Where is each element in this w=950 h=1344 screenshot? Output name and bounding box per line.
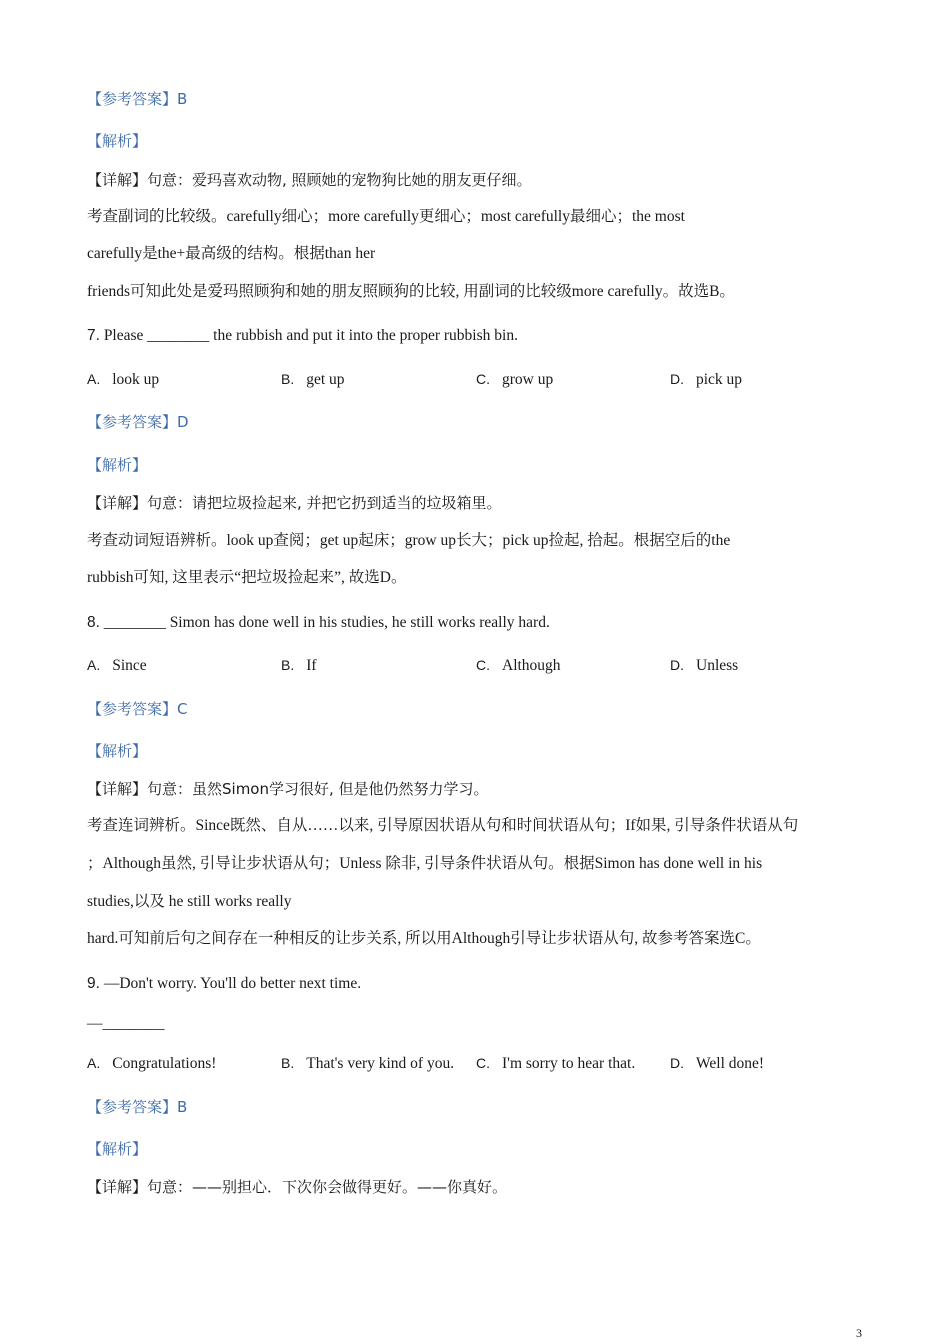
option-a [87,1053,216,1074]
detail-text: 【详解】句意：请把垃圾捡起来, 并把它扔到适当的垃圾箱里。 [87,494,502,512]
detail-text: 【详解】句意：——别担心．下次你会做得更好。——你真好。 [87,1178,508,1196]
analysis-label: 【解析】 [87,456,148,474]
option-b [281,369,345,390]
answer-label: 【参考答案】B [87,90,188,108]
detail-text: 【详解】句意：虽然Simon学习很好, 但是他仍然努力学习。 [87,780,489,798]
question-number: 8. [87,614,100,631]
explanation-line: hard.可知前后句之间存在一种相反的让步关系, 所以用Although引导让步状语从句, 故参考答案选C。 [87,930,761,947]
question-9-reply-blank: —________ [87,1015,165,1032]
question-9-stem [87,974,361,994]
option-letter: B. [281,371,295,387]
page-number: 3 [856,1326,862,1340]
option-letter: A. [87,1055,101,1071]
analysis-label: 【解析】 [87,132,148,150]
question-number: 7. [87,327,100,344]
option-text: look up [112,371,160,388]
option-text: I'm sorry to hear that. [502,1055,636,1072]
option-text: If [306,657,317,674]
explanation-line: ；Although虽然, 引导让步状语从句；Unless 除非, 引导条件状语从句。根据Simon has done well in his [87,855,763,872]
option-text: Congratulations! [112,1055,217,1072]
question-8-stem [87,613,550,633]
option-letter: C. [476,371,490,387]
explanation-line: studies,以及 he still works really [87,893,292,910]
option-text: That's very kind of you. [306,1055,455,1072]
option-a [87,655,147,676]
option-letter: C. [476,657,490,673]
option-text: Well done! [696,1055,765,1072]
option-d [670,1053,764,1074]
explanation-line: 考查副词的比较级。carefully细心；more carefully更细心；most carefully最细心；the most [87,208,685,225]
explanation-line: 考查动词短语辨析。look up查阅；get up起床；grow up长大；pick up捡起, 拾起。根据空后的the [87,532,731,549]
option-text: grow up [502,371,554,388]
option-b [281,655,317,676]
option-c [476,369,553,390]
question-text: —Don't worry. You'll do better next time. [99,975,362,992]
option-d [670,369,742,390]
option-letter: A. [87,371,101,387]
question-text: ________ Simon has done well in his studies, he still works really hard. [99,614,550,631]
option-d [670,655,738,676]
option-c [476,655,561,676]
option-text: get up [306,371,345,388]
explanation-line: carefully是the+最高级的结构。根据than her [87,245,376,262]
option-letter: B. [281,1055,295,1071]
option-a [87,369,159,390]
option-letter: D. [670,371,684,387]
option-letter: D. [670,1055,684,1071]
analysis-label: 【解析】 [87,742,148,760]
option-letter: D. [670,657,684,673]
explanation-line: friends可知此处是爱玛照顾狗和她的朋友照顾狗的比较, 用副词的比较级more carefully。故选B。 [87,283,735,300]
detail-text: 【详解】句意：爱玛喜欢动物, 照顾她的宠物狗比她的朋友更仔细。 [87,171,532,189]
option-text: Unless [696,657,739,674]
question-number: 9. [87,975,100,992]
option-text: pick up [696,371,743,388]
option-letter: B. [281,657,295,673]
answer-label: 【参考答案】D [87,413,189,431]
option-letter: A. [87,657,101,673]
option-letter: C. [476,1055,490,1071]
option-text: Although [502,657,561,674]
answer-label: 【参考答案】C [87,700,188,718]
question-text: Please ________ the rubbish and put it into the proper rubbish bin. [99,327,518,344]
answer-label: 【参考答案】B [87,1098,188,1116]
option-b [281,1053,454,1074]
option-c [476,1053,635,1074]
analysis-label: 【解析】 [87,1140,148,1158]
question-7-stem [87,326,518,346]
explanation-line: rubbish可知, 这里表示“把垃圾捡起来”, 故选D。 [87,569,407,586]
option-text: Since [112,657,147,674]
explanation-line: 考查连词辨析。Since既然、自从……以来, 引导原因状语从句和时间状语从句；If如果, 引导条件状语从句 [87,817,799,834]
